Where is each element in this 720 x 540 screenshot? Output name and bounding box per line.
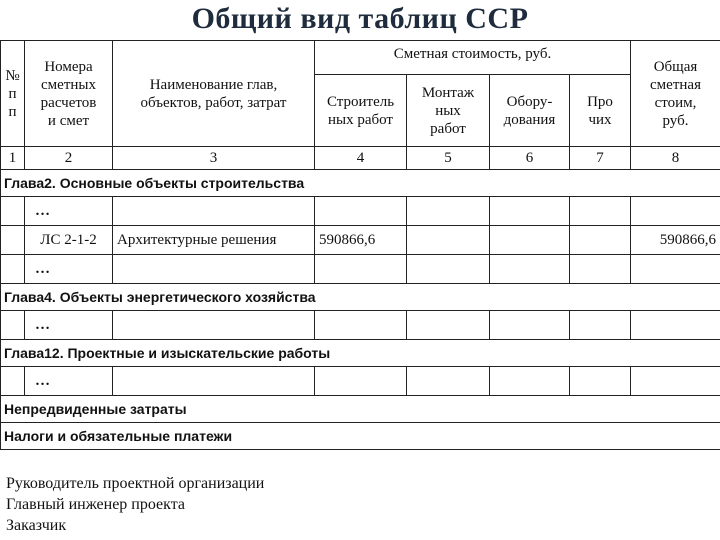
ellipsis-row-1: … <box>25 197 113 226</box>
item-total-cost: 590866,6 <box>631 226 720 255</box>
col-number-8: 8 <box>631 147 720 170</box>
header-equipment: Обору- дования <box>490 75 570 147</box>
ellipsis-row-4: … <box>25 367 113 396</box>
item-estimate-code: ЛС 2-1-2 <box>25 226 113 255</box>
unforeseen-costs-row: Непредвиденные затраты <box>1 396 720 423</box>
header-estimate-numbers: Номера сметных расчетов и смет <box>25 41 113 147</box>
signature-chief-engineer: Главный инженер проекта <box>6 496 186 513</box>
col-number-7: 7 <box>570 147 631 170</box>
signatures <box>6 473 264 536</box>
item-name: Архитектурные решения <box>113 226 315 255</box>
signature-customer: Заказчик <box>6 517 67 534</box>
chapter-2-row: Глава2. Основные объекты строительства <box>1 170 720 197</box>
item-construction-cost: 590866,6 <box>315 226 407 255</box>
header-other: Про чих <box>570 75 631 147</box>
col-number-6: 6 <box>490 147 570 170</box>
col-number-1: 1 <box>1 147 25 170</box>
col-number-5: 5 <box>407 147 490 170</box>
col-number-2: 2 <box>25 147 113 170</box>
header-number: № п п <box>1 41 25 147</box>
ellipsis-row-3: … <box>25 311 113 340</box>
ellipsis-row-2: … <box>25 255 113 284</box>
header-estimate-cost: Сметная стоимость, руб. <box>315 41 631 75</box>
header-construction: Строитель ных работ <box>315 75 407 147</box>
chapter-12-row: Глава12. Проектные и изыскательские работы <box>1 340 720 367</box>
col-number-4: 4 <box>315 147 407 170</box>
page-title: Общий вид таблиц ССР <box>191 2 529 35</box>
header-names: Наименование глав, объектов, работ, затрат <box>113 41 315 147</box>
chapter-4-row: Глава4. Объекты энергетического хозяйства <box>1 284 720 311</box>
header-installation: Монтаж ных работ <box>407 75 490 147</box>
taxes-row: Налоги и обязательные платежи <box>1 423 720 450</box>
header-total: Общая сметная стоим, руб. <box>631 41 720 147</box>
col-number-3: 3 <box>113 147 315 170</box>
signature-project-head: Руководитель проектной организации <box>6 475 265 492</box>
ssr-table <box>0 40 720 450</box>
